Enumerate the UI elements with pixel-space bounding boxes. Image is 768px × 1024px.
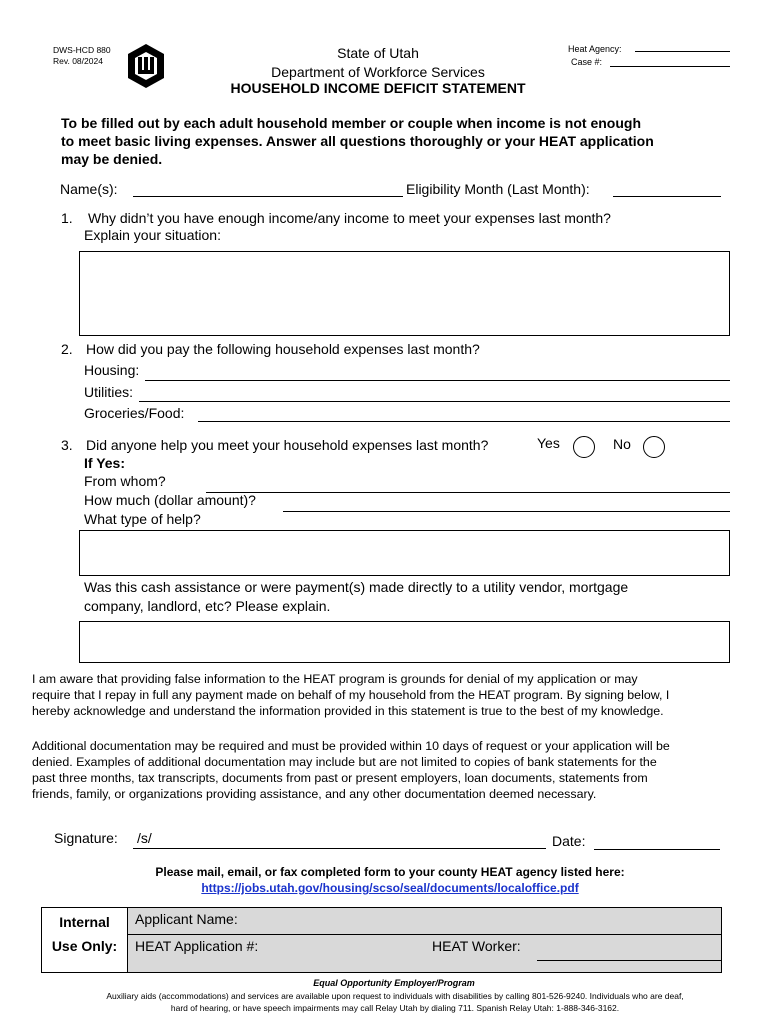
utah-dws-logo-icon — [126, 43, 166, 89]
page-title: HOUSEHOLD INCOME DEFICIT STATEMENT — [230, 80, 526, 96]
housing-field[interactable] — [145, 380, 730, 381]
type-of-help-label: What type of help? — [84, 511, 201, 527]
documentation-statement — [32, 738, 740, 802]
equal-opportunity-label: Equal Opportunity Employer/Program — [313, 978, 475, 988]
utilities-field[interactable] — [139, 401, 730, 402]
groceries-label: Groceries/Food: — [84, 405, 185, 421]
housing-label: Housing: — [84, 362, 140, 378]
q1-question: Why didn’t you have enough income/any income to meet your expenses last month? — [88, 210, 611, 226]
intro-line-3: may be denied. — [61, 151, 163, 167]
no-label: No — [613, 436, 631, 452]
state-name: State of Utah — [337, 45, 419, 61]
cash-explanation-box[interactable] — [79, 621, 730, 663]
local-office-link-wrap — [0, 881, 768, 895]
intro-line-1: To be filled out by each adult household member or couple when income is not enough — [61, 115, 642, 131]
mail-instruction: Please mail, email, or fax completed form to your county HEAT agency listed here: — [155, 865, 625, 879]
utilities-label: Utilities: — [84, 384, 134, 400]
heat-agency-label: Heat Agency: — [568, 44, 622, 54]
names-field[interactable] — [133, 196, 403, 197]
documentation-line-3: past three months, tax transcripts, documents from past or present employers, loan documents, statements from — [32, 771, 648, 785]
form-id: DWS-HCD 880 — [53, 45, 111, 55]
heat-agency-field[interactable] — [635, 51, 730, 52]
q3-question: Did anyone help you meet your household expenses last month? — [86, 437, 489, 453]
case-number-label: Case #: — [571, 57, 603, 67]
eligibility-month-label: Eligibility Month (Last Month): — [406, 181, 590, 197]
aux-aids-line-2: hard of hearing, or have speech impairments may call Relay Utah by dialing 711. Spanish Relay Utah: 1-888-346-3162. — [170, 1003, 620, 1013]
signature-label: Signature: — [54, 830, 118, 846]
eligibility-month-field[interactable] — [613, 196, 721, 197]
if-yes-label: If Yes: — [84, 455, 125, 471]
q3-number: 3. — [61, 437, 73, 453]
heat-worker-label: HEAT Worker: — [432, 938, 521, 954]
awareness-line-2: require that I repay in full any payment made on behalf of my household from the HEAT program. By signing below, I — [32, 688, 670, 702]
type-of-help-box[interactable] — [79, 530, 730, 576]
internal-label: Internal — [59, 914, 110, 930]
awareness-line-3: hereby acknowledge and understand the information provided in this statement is true to the best of my knowledge. — [32, 704, 664, 718]
how-much-label: How much (dollar amount)? — [84, 492, 256, 508]
no-radio[interactable] — [643, 436, 665, 458]
intro-line-2: to meet basic living expenses. Answer all questions thoroughly or your HEAT application — [61, 133, 654, 149]
awareness-line-1: I am aware that providing false information to the HEAT program is grounds for denial of my application or may — [32, 672, 638, 686]
applicant-name-label: Applicant Name: — [135, 911, 238, 927]
groceries-field[interactable] — [198, 421, 730, 422]
heat-worker-field[interactable] — [537, 960, 721, 961]
form-revision: Rev. 08/2024 — [53, 56, 103, 66]
cash-question-line-2: company, landlord, etc? Please explain. — [84, 598, 331, 614]
signature-value[interactable]: /s/ — [137, 830, 152, 846]
aux-aids-line-1: Auxiliary aids (accommodations) and services are available upon request to individuals with disabilities by calling 801-526-9240. Individuals who are deaf, — [106, 991, 684, 1001]
documentation-line-4: friends, family, or organizations providing assistance, and any other documentation deemed necessary. — [32, 787, 597, 801]
from-whom-field[interactable] — [206, 492, 730, 493]
how-much-field[interactable] — [283, 511, 730, 512]
internal-use-section — [41, 907, 722, 973]
q1-subtext: Explain your situation: — [84, 227, 221, 243]
yes-radio[interactable] — [573, 436, 595, 458]
documentation-line-2: denied. Examples of additional documentation may include but are not limited to copies of bank statements for the — [32, 755, 657, 769]
department-name: Department of Workforce Services — [271, 64, 485, 80]
documentation-line-1: Additional documentation may be required and must be provided within 10 days of request or your application will be — [32, 739, 670, 753]
cash-question-line-1: Was this cash assistance or were payment(s) made directly to a utility vendor, mortgage — [84, 579, 629, 595]
awareness-statement — [32, 671, 740, 719]
application-number-label: HEAT Application #: — [135, 938, 259, 954]
from-whom-label: From whom? — [84, 473, 166, 489]
q1-explanation-box[interactable] — [79, 251, 730, 336]
q2-question: How did you pay the following household expenses last month? — [86, 341, 480, 357]
q1-number: 1. — [61, 210, 73, 226]
names-label: Name(s): — [60, 181, 118, 197]
case-number-field[interactable] — [610, 66, 730, 67]
use-only-label: Use Only: — [51, 938, 118, 954]
date-label: Date: — [552, 833, 586, 849]
yes-label: Yes — [537, 435, 560, 451]
q2-number: 2. — [61, 341, 73, 357]
date-field[interactable] — [594, 849, 720, 850]
signature-field[interactable] — [133, 848, 546, 849]
local-office-link[interactable]: https://jobs.utah.gov/housing/scso/seal/documents/localoffice.pdf — [201, 881, 579, 895]
